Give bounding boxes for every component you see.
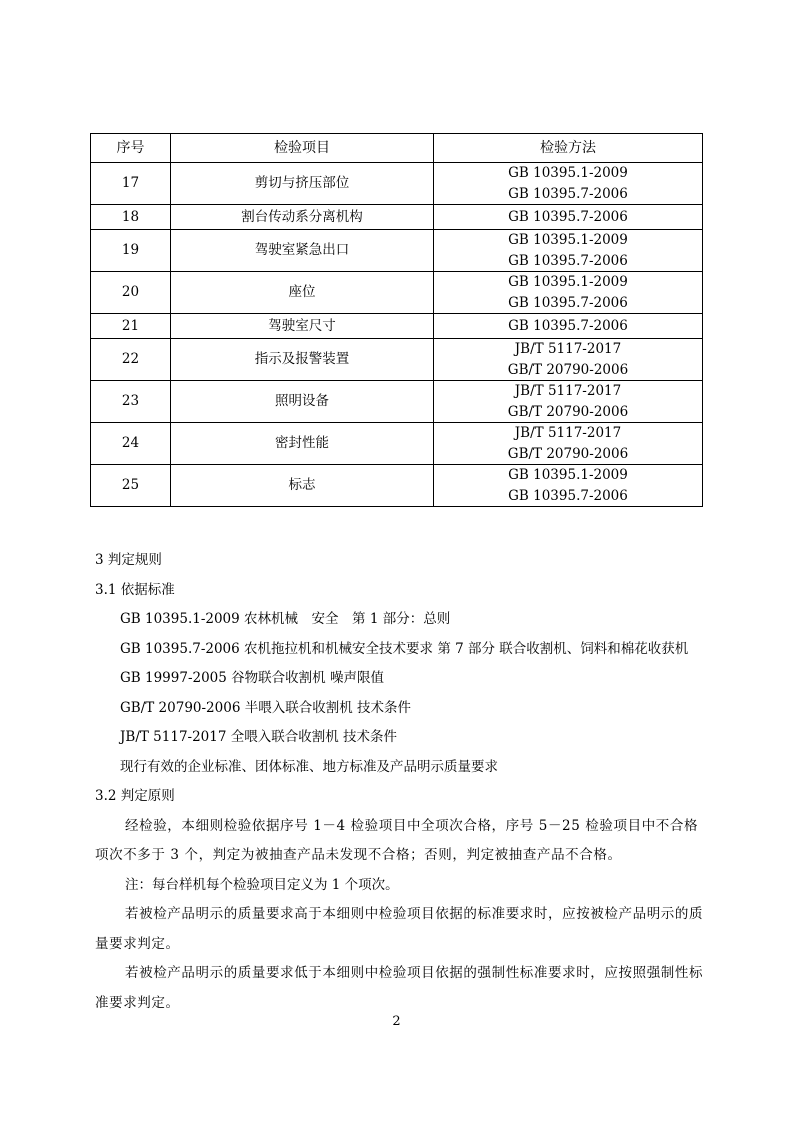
row-number: 17 — [91, 163, 171, 205]
method-line: GB 10395.7-2006 — [508, 294, 628, 311]
subsection-heading-principle: 3.2 判定原则 — [95, 788, 175, 804]
method-line: JB/T 5117-2017 — [514, 341, 622, 357]
row-number: 24 — [91, 423, 171, 465]
row-number: 19 — [91, 230, 171, 272]
note-paragraph: 注：每台样机每个检验项目定义为 1 个项次。 — [125, 876, 399, 893]
row-item: 指示及报警装置 — [171, 339, 434, 381]
row-number: 22 — [91, 339, 171, 381]
row-number: 25 — [91, 465, 171, 507]
row-item: 割台传动系分离机构 — [171, 205, 434, 230]
method-line: GB 10395.7-2006 — [508, 487, 628, 504]
paragraph: 若被检产品明示的质量要求高于本细则中检验项目依据的标准要求时，应按被检产品明示的质量要求判定。 — [95, 906, 704, 952]
table-row — [91, 314, 703, 339]
paragraph: 经检验，本细则检验依据序号 1－4 检验项目中全项次合格，序号 5－25 检验项目中不合格项次不多于 3 个，判定为被抽查产品未发现不合格；否则，判定被抽查产品不合格。 — [95, 817, 699, 863]
page-number: 2 — [392, 1014, 401, 1029]
header-number: 序号 — [91, 134, 171, 163]
row-number: 18 — [91, 205, 171, 230]
row-methods — [434, 205, 703, 230]
method-line: GB 10395.7-2006 — [508, 208, 628, 225]
table-row — [91, 230, 703, 272]
table-row — [91, 423, 703, 465]
row-methods — [434, 339, 703, 381]
subsection-heading-basis: 3.1 依据标准 — [95, 581, 175, 598]
row-methods — [434, 314, 703, 339]
method-line: JB/T 5117-2017 — [514, 383, 622, 399]
row-methods — [434, 465, 703, 507]
table-row — [91, 381, 703, 423]
row-methods — [434, 230, 703, 272]
paragraph: 若被检产品明示的质量要求低于本细则中检验项目依据的强制性标准要求时，应按照强制性标准要求判定。 — [95, 965, 704, 1011]
standard-item: GB 10395.7-2006 农机拖拉机和机械安全技术要求 第 7 部分 联合收割机、饲料和棉花收获机 — [120, 640, 689, 657]
table-header-row — [91, 134, 703, 163]
row-item: 座位 — [171, 272, 434, 314]
header-method: 检验方法 — [434, 134, 703, 163]
method-line: GB 10395.7-2006 — [508, 185, 628, 202]
row-number: 23 — [91, 381, 171, 423]
table-row — [91, 205, 703, 230]
table-row — [91, 163, 703, 205]
row-item: 标志 — [171, 465, 434, 507]
standard-item: JB/T 5117-2017 全喂入联合收割机 技术条件 — [120, 729, 398, 745]
table-row — [91, 272, 703, 314]
standard-item: GB 19997-2005 谷物联合收割机 噪声限值 — [120, 670, 384, 686]
method-line: GB 10395.1-2009 — [508, 274, 628, 290]
row-item: 密封性能 — [171, 423, 434, 465]
row-methods — [434, 163, 703, 205]
table-row — [91, 465, 703, 507]
method-line: GB/T 20790-2006 — [507, 403, 629, 420]
standard-item: GB 10395.1-2009 农林机械 安全 第 1 部分：总则 — [120, 611, 451, 627]
method-line: GB/T 20790-2006 — [507, 445, 629, 462]
judgment-rules-section — [95, 546, 705, 1018]
row-methods — [434, 272, 703, 314]
method-line: GB 10395.1-2009 — [508, 467, 628, 483]
row-methods — [434, 423, 703, 465]
method-line: GB/T 20790-2006 — [507, 361, 629, 378]
header-item: 检验项目 — [171, 134, 434, 163]
method-line: GB 10395.1-2009 — [508, 232, 628, 248]
method-line: GB 10395.7-2006 — [508, 317, 628, 334]
method-line: GB 10395.7-2006 — [508, 252, 628, 269]
table-row — [91, 339, 703, 381]
standard-item: GB/T 20790-2006 半喂入联合收割机 技术条件 — [120, 699, 411, 716]
section-heading: 3 判定规则 — [95, 552, 162, 568]
row-item: 剪切与挤压部位 — [171, 163, 434, 205]
row-number: 20 — [91, 272, 171, 314]
method-line: GB 10395.1-2009 — [508, 165, 628, 181]
method-line: JB/T 5117-2017 — [514, 425, 622, 441]
row-methods — [434, 381, 703, 423]
row-item: 驾驶室尺寸 — [171, 314, 434, 339]
row-item: 驾驶室紧急出口 — [171, 230, 434, 272]
row-number: 21 — [91, 314, 171, 339]
standard-item: 现行有效的企业标准、团体标准、地方标准及产品明示质量要求 — [120, 758, 498, 775]
row-item: 照明设备 — [171, 381, 434, 423]
inspection-table — [90, 133, 703, 507]
